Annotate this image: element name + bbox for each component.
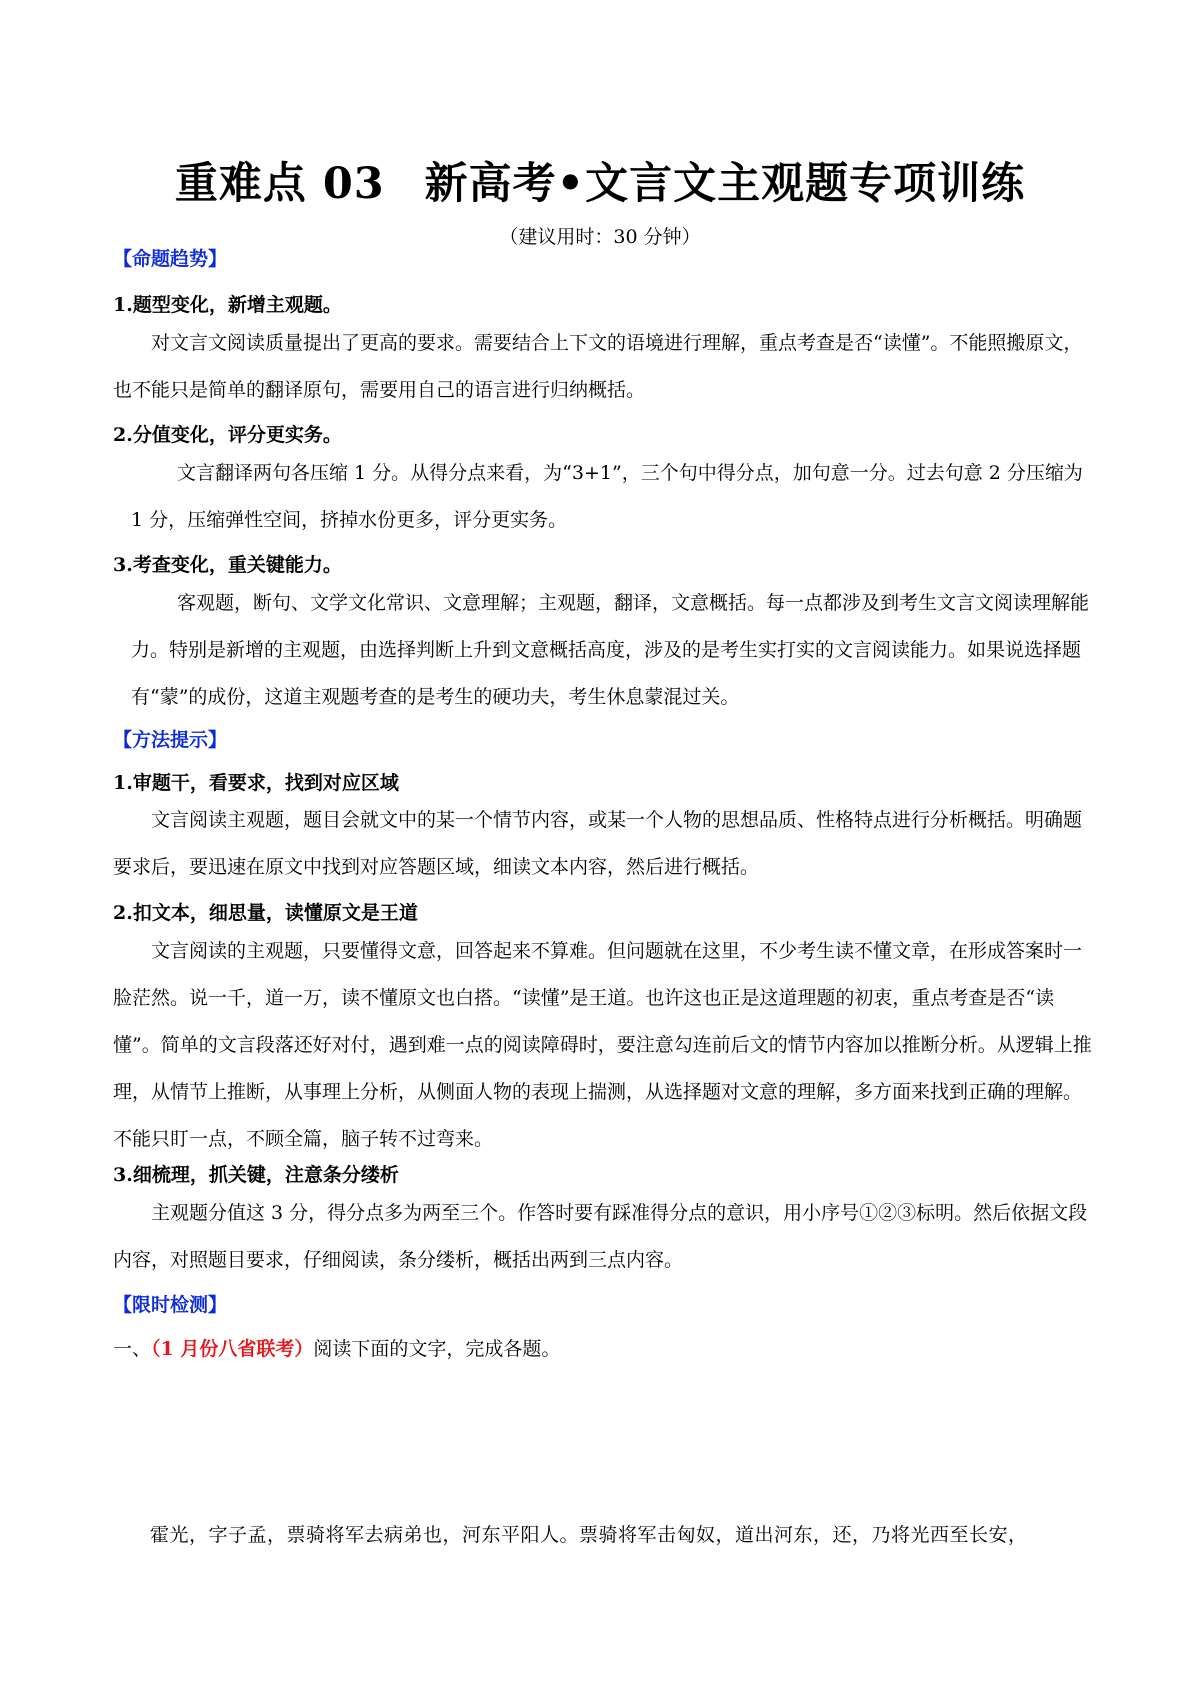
item-body: 主观题分值这 3 分，得分点多为两至三个。作答时要有踩准得分点的意识，用小序号①②③标明。然后依据文段内容，对照题目要求，仔细阅读，条分缕析，概括出两到三点内容。	[113, 1202, 1088, 1271]
item-body: 文言阅读的主观题，只要懂得文意，回答起来不算难。但问题就在这里，不少考生读不懂文章，在形成答案时一脸茫然。说一千，道一万，读不懂原文也白搭。“读懂”是王道。也许这也正是这道理题的初衷，重点考查是否“读懂”。简单的文言段落还好对付，遇到难一点的阅读障碍时，要注意勾连前后文的情节内容加以推断分析。从逻辑上推理，从情节上推断，从事理上分析，从侧面人物的表现上揣测，从选择题对文意的理解，多方面来找到正确的理解。不能只盯一点，不顾全篇，脑子转不过弯来。	[113, 940, 1092, 1150]
item-heading: 2.分值变化，评分更实务。	[113, 424, 342, 446]
section-label-method: 【方法提示】	[113, 729, 228, 751]
section-label-trend: 【命题趋势】	[113, 248, 228, 270]
item-body: 文言阅读主观题，题目会就文中的某一个情节内容，或某一个人物的思想品质、性格特点进行分析概括。明确题要求后，要迅速在原文中找到对应答题区域，细读文本内容，然后进行概括。	[113, 809, 1083, 878]
section-label-test: 【限时检测】	[113, 1294, 228, 1316]
item-heading: 2.扣文本，细思量，读懂原文是王道	[113, 902, 418, 924]
suggested-time: （建议用时：30 分钟）	[499, 226, 701, 248]
item-body: 客观题，断句、文学文化常识、文意理解；主观题，翻译，文意概括。每一点都涉及到考生文言文阅读理解能力。特别是新增的主观题，由选择判断上升到文意概括高度，涉及的是考生实打实的文言阅读能力。如果说选择题有“蒙”的成份，这道主观题考查的是考生的硬功夫，考生休息蒙混过关。	[131, 592, 1090, 708]
title-right: 新高考•文言文主观题专项训练	[424, 159, 1026, 209]
question-instruction: 阅读下面的文字，完成各题。	[313, 1338, 561, 1360]
item-heading: 1.题型变化，新增主观题。	[113, 294, 342, 316]
item-body: 对文言文阅读质量提出了更高的要求。需要结合上下文的语境进行理解，重点考查是否“读懂”。不能照搬原文，也不能只是简单的翻译原句，需要用自己的语言进行归纳概括。	[113, 332, 1083, 401]
item-body: 文言翻译两句各压缩 1 分。从得分点来看，为“3+1”，三个句中得分点，加句意一分。过去句意 2 分压缩为 1 分，压缩弹性空间，挤掉水份更多，评分更实务。	[131, 462, 1083, 531]
item-heading: 3.考查变化，重关键能力。	[113, 554, 342, 576]
item-heading: 3.细梳理，抓关键，注意条分缕析	[113, 1164, 399, 1186]
page-title	[0, 150, 1200, 211]
question-source: （1 月份八省联考）	[151, 1338, 314, 1360]
classical-passage: 霍光，字子孟，票骑将军去病弟也，河东平阳人。票骑将军击匈奴，道出河东，还，乃将光西至长安，	[150, 1524, 1028, 1546]
question-number: 一、	[113, 1338, 152, 1360]
title-left: 重难点 03	[174, 159, 385, 209]
item-heading: 1.审题干，看要求，找到对应区域	[113, 772, 399, 794]
question-line	[113, 1334, 560, 1361]
